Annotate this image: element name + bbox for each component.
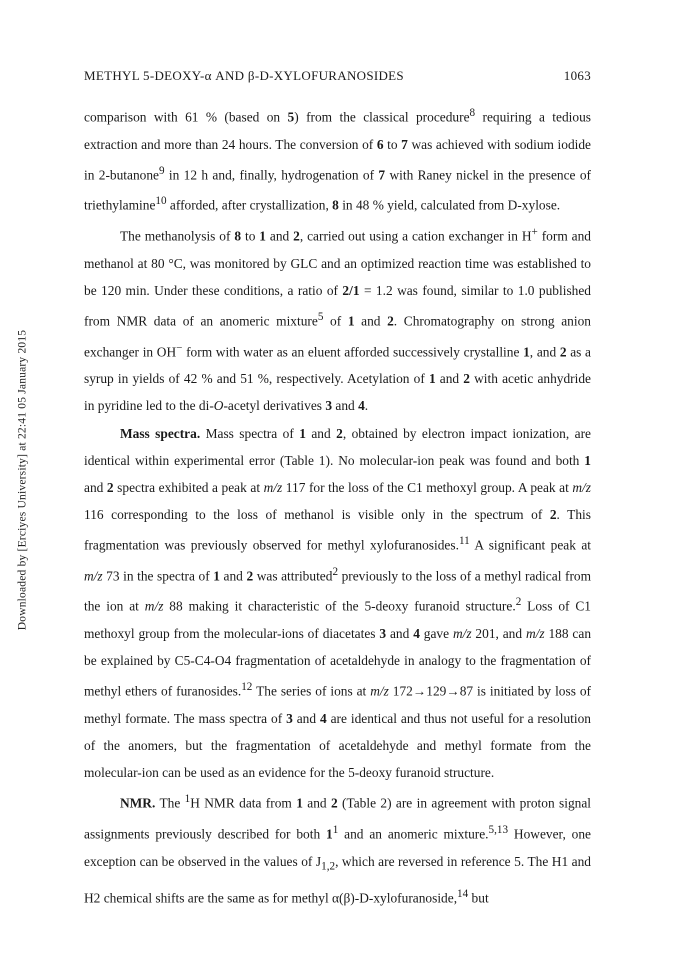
page-header (84, 68, 591, 84)
paragraph-nmr: NMR. The $^1$H NMR data from 1 and 2 (Table 2) are in agreement with proton signal assignments previously described for both $1^1$ and an anomeric mixture.$^{5,13}$ However, one exception can be observed in the values of $J_{1,2}$, which are reversed in reference 5. The H1 and H2 chemical shifts are the same as for methyl α(β)-D-xylofuranoside,$^{14}$ but (84, 793, 592, 905)
download-watermark-text: Downloaded by [Erciyes University] at 22:41 05 January 2015 (16, 329, 29, 631)
article-body (84, 100, 591, 911)
download-watermark (14, 300, 30, 660)
running-title: METHYL 5-DEOXY-α AND β-D-XYLOFURANOSIDES (84, 68, 404, 83)
page-number: 1063 (563, 68, 591, 83)
section-heading-nmr: NMR. (120, 795, 156, 811)
section-heading-mass-spectra: Mass spectra. (120, 425, 201, 441)
paragraph-methanolysis: The methanolysis of 8 to 1 and 2, carried out using a cation exchanger in H+ form and methanol at 80 °C, was monitored by GLC and an optimized reaction time was established to be 120 min. Under these conditions, a ratio of 2/1 = 1.2 was found, similar to 1.0 published from NMR data of an anomeric mixture$^5$ of 1 and 2. Chromatography on strong anion exchanger in OH− form with water as an eluent afforded successively crystalline 1, and 2 as a syrup in yields of 42 % and 51 %, respectively. Acetylation of 1 and 2 with acetic anhydride in pyridine led to the di-O-acetyl derivatives 3 and 4. (84, 226, 591, 414)
paragraph-mass-spectra: Mass spectra. Mass spectra of 1 and 2, obtained by electron impact ionization, are identical within experimental error (Table 1). No molecular-ion peak was found and both 1 and 2 spectra exhibited a peak at m/z 117 for the loss of the C1 methoxyl group. A peak at m/z 116 corresponding to the loss of methanol is visible only in the spectrum of 2. This fragmentation was previously observed for methyl xylofuranosides.$^{11}$ A significant peak at m/z 73 in the spectra of 1 and 2 was attributed$^2$ previously to the loss of a methyl radical from the ion at m/z 88 making it characteristic of the 5-deoxy furanoid structure.$^2$ Loss of C1 methoxyl group from the molecular-ions of diacetates 3 and 4 gave m/z 201, and m/z 188 can be explained by C5-C4-O4 fragmentation of acetaldehyde in analogy to the fragmentation of methyl ethers of furanosides.$^{12}$ The series of ions at m/z 172→129→87 is initiated by loss of methyl formate. The mass spectra of 3 and 4 are identical and thus not useful for a resolution of the anomers, but the fragmentation of acetaldehyde and methyl formate from the molecular-ion can be used as an evidence for the 5-deoxy furanoid structure. (84, 425, 592, 781)
paragraph-synthesis: comparison with 61 % (based on 5) from the classical procedure$^8$ requiring a tedious extraction and more than 24 hours. The conversion of 6 to 7 was achieved with sodium iodide in 2-butanone$^9$ in 12 h and, finally, hydrogenation of 7 with Raney nickel in the presence of triethylamine$^{10}$ afforded, after crystallization, 8 in 48 % yield, calculated from D-xylose. (84, 107, 591, 213)
